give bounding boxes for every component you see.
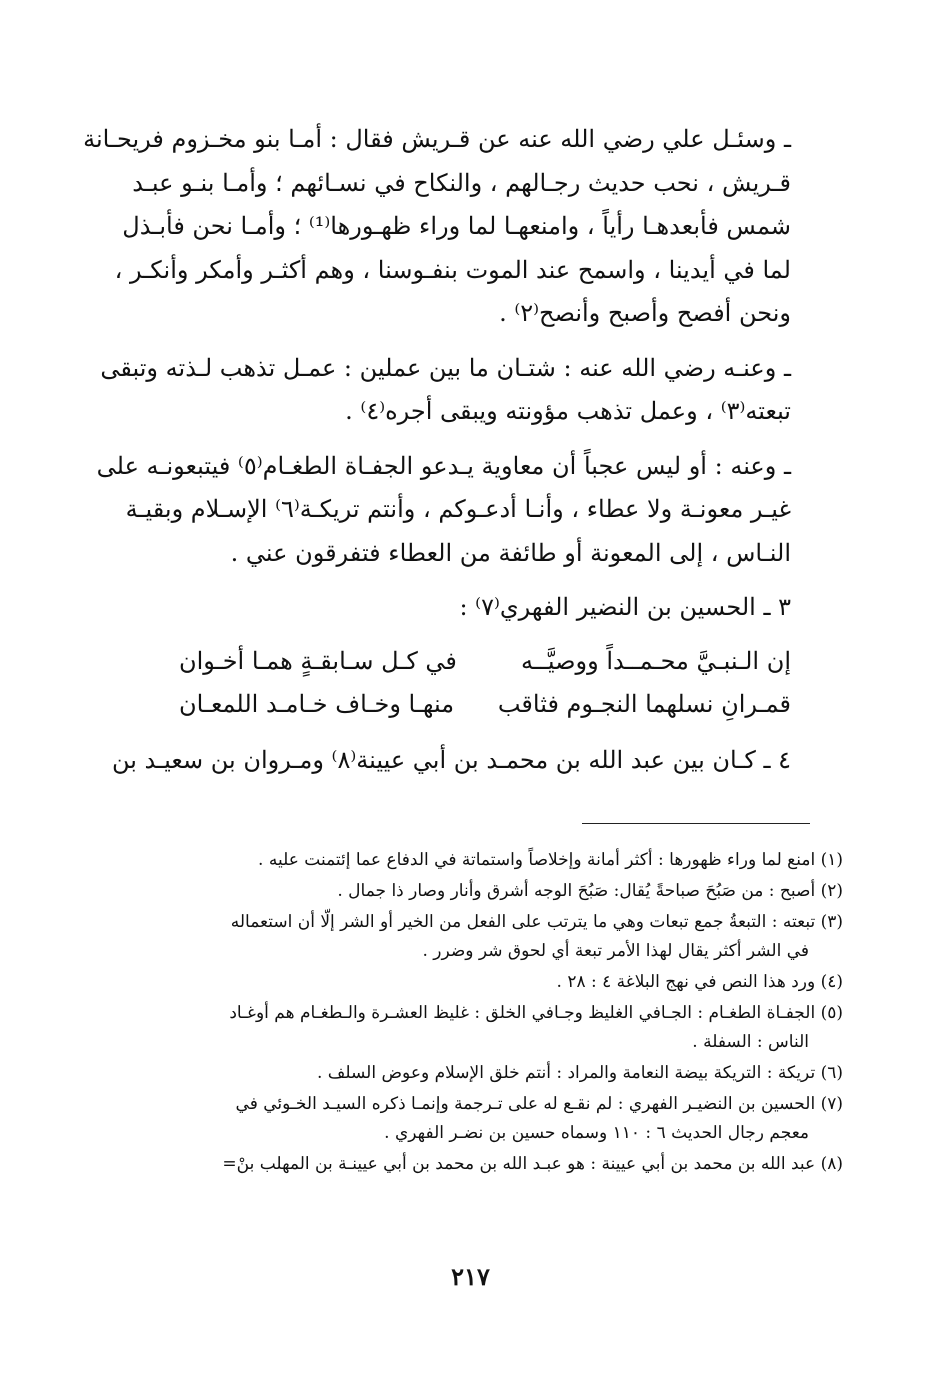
footnote-7 — [123, 1090, 843, 1148]
footnote-line: (٦) تريكة : التريكة بيضة النعامة والمراد : أنتم خلق الإسلام وعوض السلف . — [316, 1063, 843, 1083]
verse-line — [179, 640, 791, 684]
text-line: قـريش ، نحب حديث رجـالهم ، والنكاح في نسـائهم ؛ وأمـا بنـو عبـد — [132, 168, 791, 197]
footnote-8 — [123, 1150, 843, 1179]
footnote-line: (١) امنع لما وراء ظهورها : أكثر أمانة وإخلاصاً واستماتة في الدفاع عما إئتمنت عليه . — [258, 850, 843, 870]
paragraph-two-deeds — [100, 347, 791, 434]
verse-second-hemistich: في كـل سـابقـةٍ همـا أخـوان — [179, 646, 457, 675]
footnote-line: معجم رجال الحديث ٦ : ١١٠ وسماه حسين بن نضـر الفهري . — [384, 1123, 809, 1143]
main-text — [83, 118, 791, 792]
text-line: غيـر معونـة ولا عطاء ، وأنـا أدعـوكم ، وأنتم تريكـة⁽٦⁾ الإسـلام وبقيـة — [125, 495, 791, 523]
footnote-line: الناس : السفلة . — [692, 1032, 809, 1052]
footnote-3 — [123, 908, 843, 966]
poem — [135, 640, 791, 727]
footnote-2 — [123, 877, 843, 906]
section-3-heading: ٣ ـ الحسين بن النضير الفهري⁽٧⁾ : — [459, 593, 791, 621]
paragraph-ali-quraysh — [83, 118, 791, 336]
footnote-line: (٢) أصبح : من صَبُحَ صباحةً يُقال: صَبُحَ الوجه أشرق وأنار وصار ذا جمال . — [337, 881, 843, 901]
text-line: ـ وعنه : أو ليس عجباً أن معاوية يـدعو الجفـاة الطغـام⁽٥⁾ فيتبعونـه على — [96, 451, 791, 480]
text-line: شمس فأبعدهـا رأياً ، وامنعهـا لما وراء ظهـورها⁽¹⁾ ؛ وأمـا نحن فأبـذل — [122, 212, 791, 240]
footnote-1 — [123, 846, 843, 875]
verse-first-hemistich: قمـرانِ نسلهما النجـوم فثاقب — [497, 690, 791, 718]
verse-line — [179, 683, 791, 727]
section-4-text: ٤ ـ كـان بين عبد الله بن محمـد بن أبي عيينة⁽٨⁾ ومـروان بن سعيـد بن — [111, 745, 791, 774]
text-line: لما في أيدينا ، واسمح عند الموت بنفـوسنا ، وهم أكثـر وأمكر وأنكـر ، — [114, 255, 791, 284]
footnote-6 — [123, 1059, 843, 1088]
text-line: ـ وعنـه رضي الله عنه : شتـان ما بين عملين : عمـل تذهب لـذته وتبقى — [100, 353, 791, 382]
page-number: ٢١٧ — [451, 1262, 490, 1291]
footnotes — [123, 846, 843, 1181]
text-line: تبعته⁽٣⁾ ، وعمل تذهب مؤونته ويبقى أجره⁽٤⁾ . — [345, 397, 791, 425]
verse-second-hemistich: منهـا وخـاف خـامـد اللمعـان — [179, 690, 455, 718]
footnote-divider — [582, 823, 810, 824]
footnote-line: (٨) عبد الله بن محمد بن أبي عيينة : هو عبـد الله بن محمد بن أبي عيينـة بن المهلب بنْ= — [222, 1154, 843, 1174]
text-line: النـاس ، إلى المعونة أو طائفة من العطاء فتفرقون عني . — [230, 538, 791, 567]
footnote-4 — [123, 968, 843, 997]
footnote-line: في الشر أكثر يقال لهذا الأمر تبعة أي لحوق شر وضرر . — [422, 941, 809, 961]
footnote-line: (٤) ورد هذا النص في نهج البلاغة ٤ : ٢٨ . — [556, 972, 843, 992]
text-line: ونحن أفصح وأصبح وأنصح⁽٢⁾ . — [499, 299, 791, 327]
footnote-line: (٣) تبعته : التبعةُ جمع تبعات وهي ما يترتب على الفعل من الخير أو الشر إلّا أن استعماله — [230, 912, 843, 932]
footnote-line: (٥) الجفـاة الطغـام : الجـافي الغليظ وجـافي الخلق : غليظ العشـرة والـطغـام هم أوغـاد — [229, 1003, 843, 1023]
paragraph-muawiya — [96, 445, 791, 576]
verse-first-hemistich: إن الـنبـيَّ محـمــداً ووصيَّــه — [520, 646, 791, 675]
footnote-line: (٧) الحسين بن النضيـر الفهري : لم نقـع له على تـرجمة وإنمـا ذكره السيـد الخـوئي في — [235, 1094, 843, 1114]
footnote-5 — [123, 999, 843, 1057]
text-line: ـ وسئـل علي رضي الله عنه عن قـريش فقال : أمـا بنو مخـزوم فريحـانة — [83, 125, 791, 153]
